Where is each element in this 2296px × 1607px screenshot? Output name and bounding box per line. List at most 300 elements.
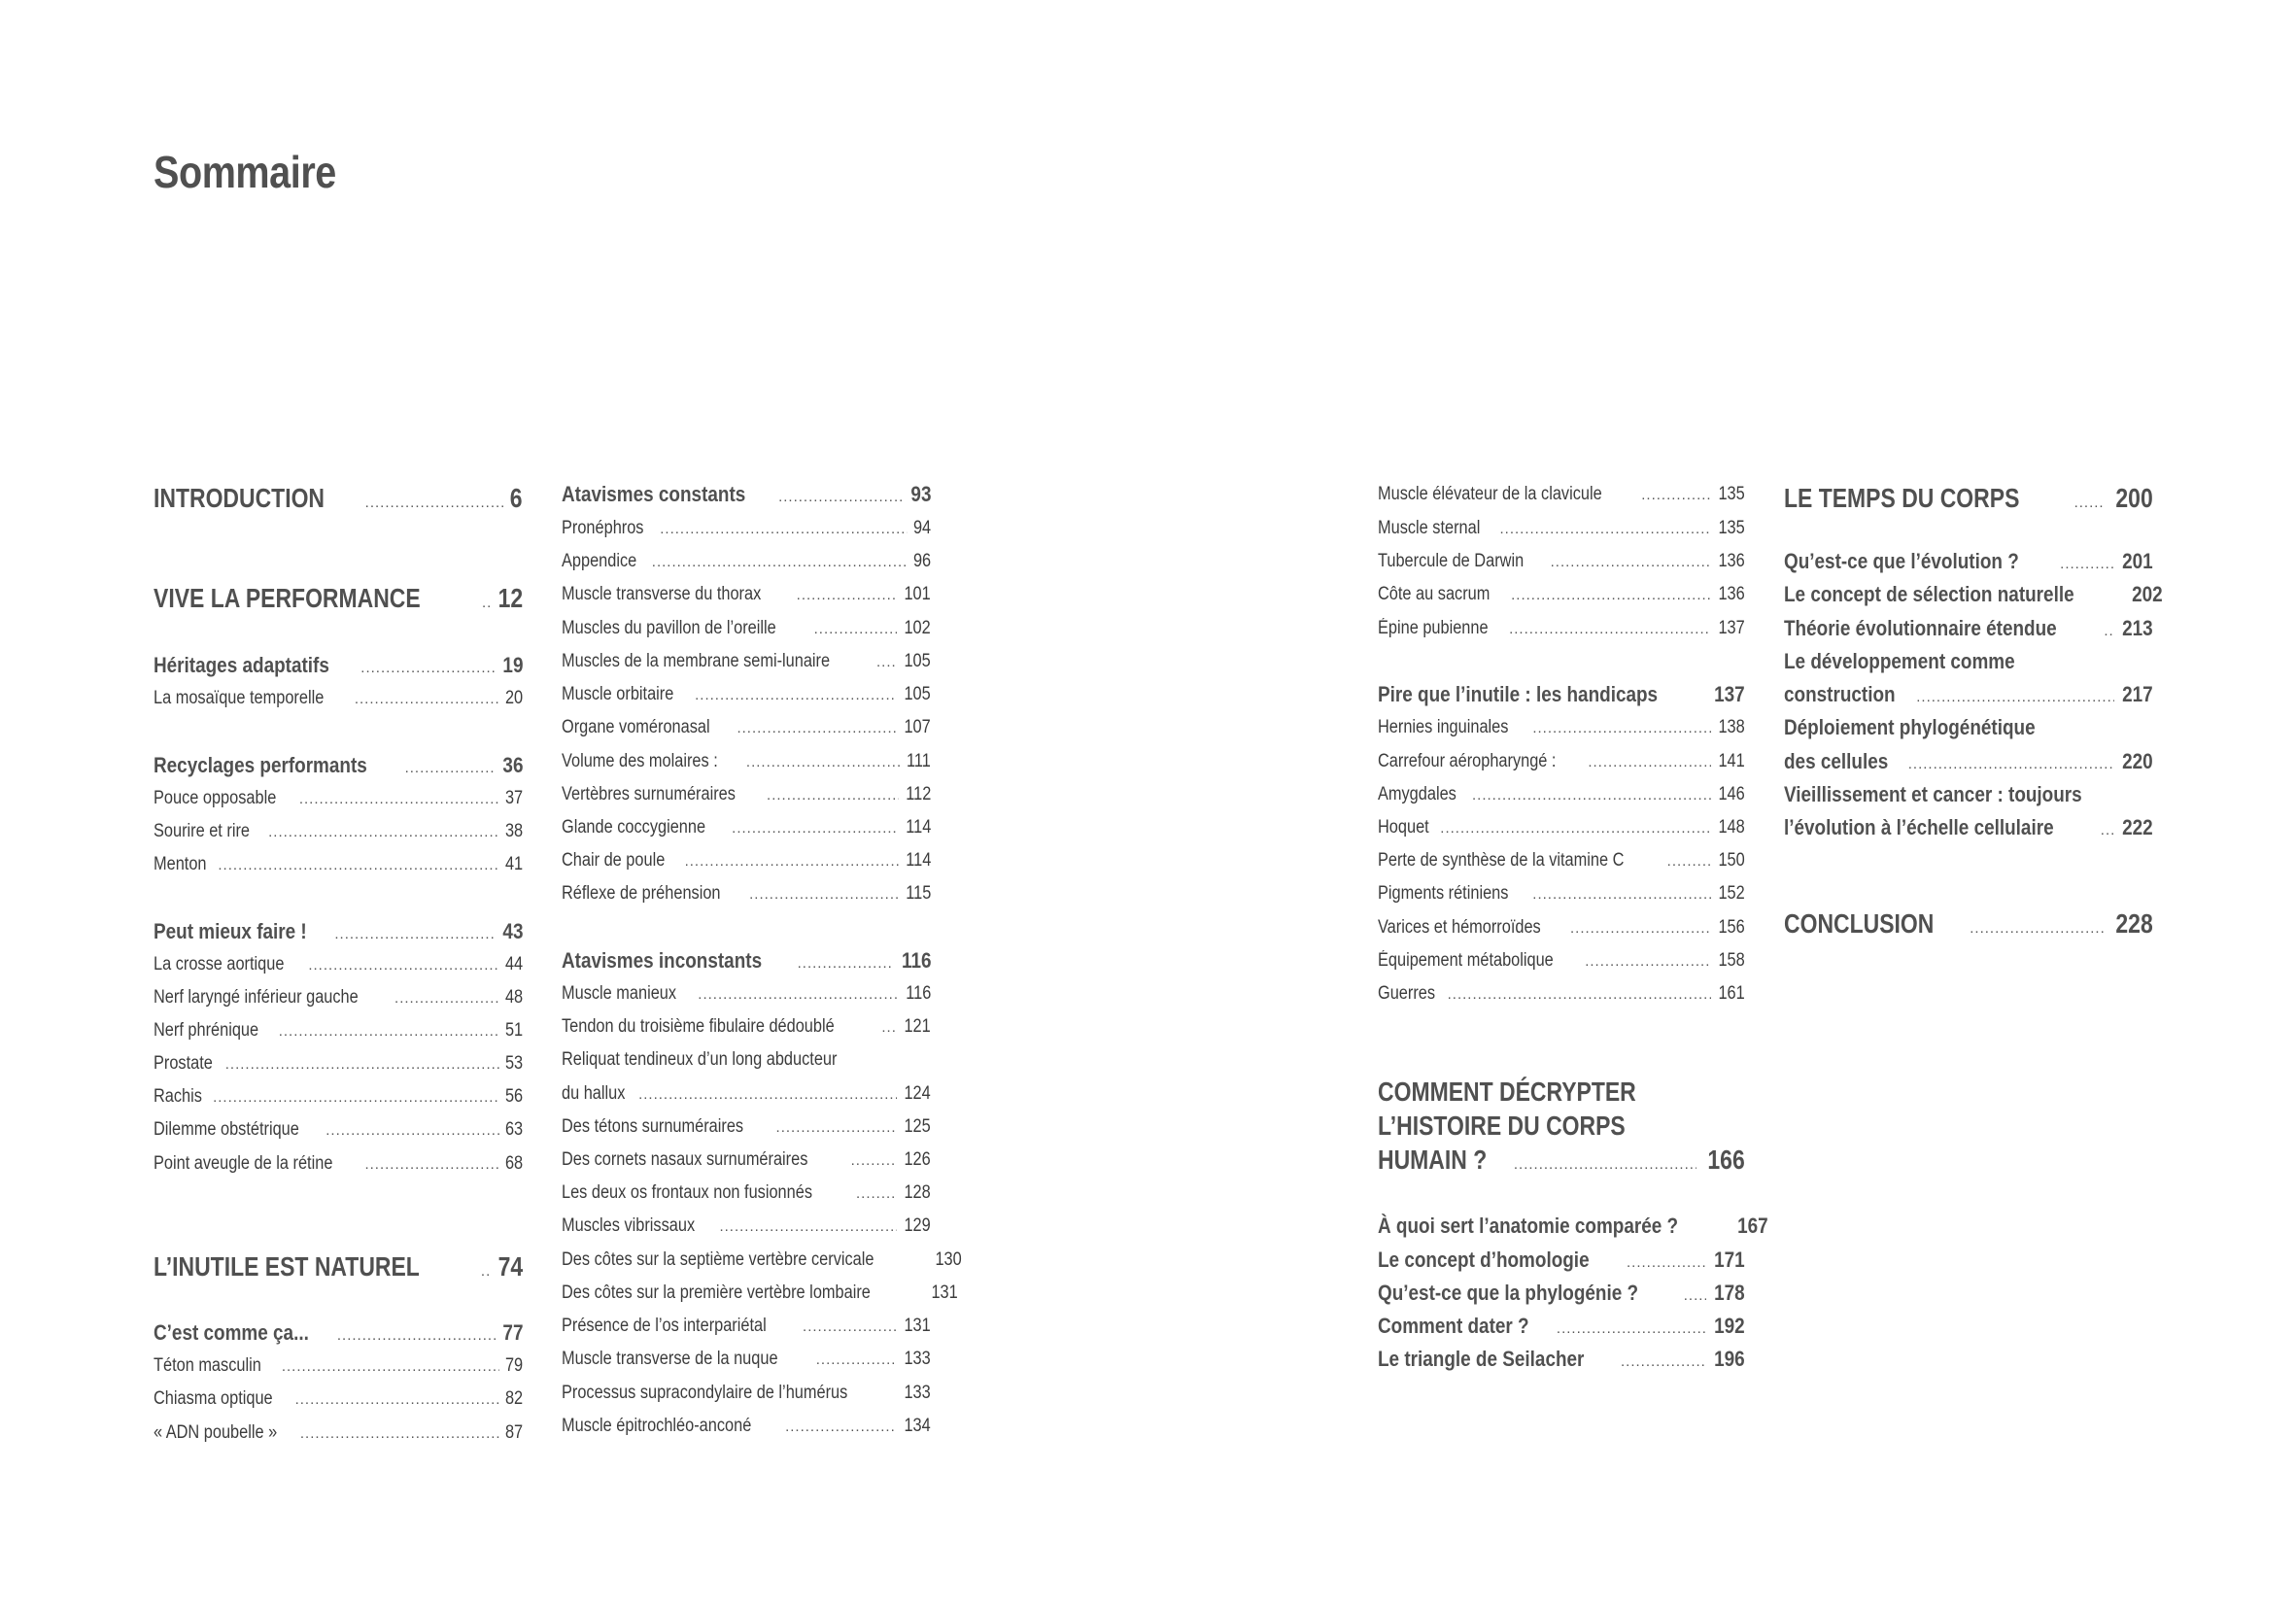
toc-entry: [1784, 750, 2153, 776]
toc-entry-page: 6: [510, 483, 523, 513]
toc-entry: [154, 1354, 523, 1379]
toc-entry-page: 201: [2122, 549, 2153, 573]
toc-entry-title: des cellules: [1784, 749, 1889, 773]
dot-leader: [797, 584, 898, 607]
toc-entry: [154, 754, 523, 780]
dot-leader: [798, 952, 894, 975]
toc-entry: [562, 683, 931, 707]
toc-entry-page: 77: [501, 1320, 523, 1345]
toc-entry-page: 93: [909, 482, 931, 506]
toc-entry-page: 56: [504, 1086, 523, 1107]
toc-entry: [562, 750, 931, 774]
toc-entry-title: Équipement métabolique: [1378, 950, 1554, 971]
toc-entry-title: Des cornets nasaux surnuméraires: [562, 1149, 808, 1170]
toc-entry-title: Atavismes inconstants: [562, 948, 763, 973]
toc-entry-page: 94: [912, 518, 931, 538]
dot-leader: [1916, 686, 2114, 709]
toc-entry-page: 167: [1737, 1214, 1769, 1238]
toc-entry: [154, 1387, 523, 1412]
dot-leader: [814, 618, 898, 641]
toc-entry-page: 114: [905, 850, 931, 871]
toc-entry-title: Organe voméronasal: [562, 717, 710, 737]
toc-entry-page: 63: [504, 1119, 523, 1140]
toc-entry-title: Perte de synthèse de la vitamine C: [1378, 850, 1625, 871]
toc-entry-page: 158: [1718, 950, 1745, 971]
toc-entry-title: Le triangle de Seilacher: [1378, 1347, 1585, 1371]
toc-entry-title: Muscle épitrochléo-anconé: [562, 1416, 752, 1436]
toc-entry-title: L’HISTOIRE DU CORPS: [1378, 1111, 1626, 1141]
toc-entry-page: 138: [1718, 717, 1745, 737]
toc-entry-title: INTRODUCTION: [154, 483, 326, 513]
toc-entry: [1784, 650, 2153, 673]
toc-entry-page: 135: [1718, 484, 1745, 504]
toc-entry: [154, 986, 523, 1010]
dot-leader: [268, 821, 499, 844]
page-title: Sommaire: [154, 147, 336, 197]
toc-entry: [154, 1118, 523, 1143]
toc-entry-page: 20: [504, 688, 523, 708]
toc-entry: [1378, 1214, 1769, 1241]
dot-leader: [737, 717, 897, 740]
toc-entry-page: 41: [504, 854, 523, 874]
toc-entry: [1378, 617, 1745, 641]
dot-leader: [876, 651, 897, 674]
toc-entry-title: Pouce opposable: [154, 788, 277, 808]
toc-entry-title: Tubercule de Darwin: [1378, 551, 1525, 571]
toc-entry-title: Épine pubienne: [1378, 618, 1489, 638]
toc-entry-page: 68: [504, 1153, 523, 1174]
toc-entry-title: Muscle orbitaire: [562, 684, 674, 704]
toc-entry-page: 133: [904, 1349, 931, 1369]
toc-entry-title: Muscles de la membrane semi-lunaire: [562, 651, 831, 671]
toc-entry-title: Muscles vibrissaux: [562, 1215, 696, 1236]
toc-entry-title: Carrefour aéropharyngé :: [1378, 751, 1557, 771]
toc-entry-page: 213: [2122, 616, 2153, 640]
toc-entry: [1378, 916, 1745, 940]
dot-leader: [1684, 1284, 1707, 1308]
toc-entry: [1784, 683, 2153, 709]
toc-entry: [562, 716, 931, 740]
toc-entry-title: C’est comme ça...: [154, 1320, 309, 1345]
toc-entry: [562, 1348, 931, 1372]
toc-entry: [562, 650, 931, 674]
toc-entry-page: 87: [504, 1422, 523, 1443]
dot-leader: [2060, 553, 2114, 576]
toc-entry-page: 126: [904, 1149, 931, 1170]
toc-entry-page: 12: [497, 583, 523, 613]
toc-entry-title: CONCLUSION: [1784, 908, 1935, 939]
dot-leader: [279, 1020, 499, 1043]
toc-entry-title: La crosse aortique: [154, 954, 285, 974]
toc-entry: [1378, 550, 1745, 574]
toc-entry-page: 200: [2115, 483, 2153, 513]
dot-leader: [1641, 484, 1711, 507]
toc-entry-page: 105: [904, 651, 931, 671]
toc-entry: [1378, 750, 1745, 774]
toc-entry: [562, 517, 931, 541]
toc-entry: [562, 982, 931, 1007]
toc-entry-title: Muscle sternal: [1378, 518, 1481, 538]
toc-entry-title: LE TEMPS DU CORPS: [1784, 483, 2020, 513]
toc-entry-title: Hoquet: [1378, 817, 1429, 838]
dot-leader: [1532, 883, 1711, 906]
toc-entry: [1378, 949, 1745, 974]
dot-leader: [1472, 784, 1711, 807]
toc-entry: [562, 617, 931, 641]
toc-entry: [154, 1085, 523, 1110]
toc-entry-page: 115: [905, 883, 931, 904]
toc-entry: [562, 1115, 931, 1140]
toc-entry-title: Déploiement phylogénétique: [1784, 715, 2036, 739]
toc-entry-title: Volume des molaires :: [562, 751, 718, 771]
toc-entry-title: Côte au sacrum: [1378, 584, 1491, 604]
toc-entry: [562, 550, 931, 574]
dot-leader: [218, 854, 498, 877]
dot-leader: [360, 657, 496, 680]
toc-entry: [562, 1181, 931, 1206]
toc-entry-title: Le concept d’homologie: [1378, 1248, 1590, 1272]
dot-leader: [1551, 551, 1712, 574]
toc-entry-title: Tendon du troisième fibulaire dédoublé: [562, 1016, 835, 1037]
toc-entry-title: Muscles du pavillon de l’oreille: [562, 618, 776, 638]
dot-leader: [300, 1422, 499, 1446]
toc-entry-title: construction: [1784, 682, 1896, 706]
toc-entry-title: Varices et hémorroïdes: [1378, 917, 1541, 938]
dot-leader: [1570, 917, 1711, 940]
toc-entry: [1378, 583, 1745, 607]
toc-entry: [154, 920, 523, 946]
toc-entry: [1784, 716, 2153, 739]
toc-entry-page: 19: [501, 653, 523, 677]
toc-entry-title: Vieillissement et cancer : toujours: [1784, 782, 2082, 806]
toc-entry: [1784, 783, 2153, 806]
toc-entry-page: 222: [2122, 815, 2153, 839]
toc-entry-page: 161: [1718, 983, 1745, 1004]
toc-entry-page: 129: [904, 1215, 931, 1236]
dot-leader: [1511, 584, 1711, 607]
toc-entry-title: Qu’est-ce que l’évolution ?: [1784, 549, 2019, 573]
toc-entry-page: 137: [1714, 682, 1745, 706]
dot-leader: [856, 1182, 897, 1206]
toc-entry-title: « ADN poubelle »: [154, 1422, 278, 1443]
toc-entry: [154, 687, 523, 711]
dot-leader: [719, 1215, 897, 1239]
toc-entry: [562, 949, 931, 975]
toc-entry-page: 128: [904, 1182, 931, 1203]
toc-entry: [1378, 1348, 1745, 1374]
toc-entry-page: 96: [912, 551, 931, 571]
toc-entry: [562, 849, 931, 873]
toc-entry: [154, 787, 523, 811]
toc-entry-page: 37: [504, 788, 523, 808]
toc-entry-page: 217: [2122, 682, 2153, 706]
toc-entry: [562, 1282, 958, 1306]
toc-entry-title: Muscle transverse du thorax: [562, 584, 762, 604]
toc-entry-title: Nerf laryngé inférieur gauche: [154, 987, 359, 1008]
dot-leader: [355, 688, 499, 711]
toc-entry: [1784, 582, 2163, 609]
dot-leader: [778, 486, 904, 509]
toc-entry-page: 101: [904, 584, 931, 604]
dot-leader: [1448, 983, 1712, 1007]
toc-entry-title: À quoi sert l’anatomie comparée ?: [1378, 1214, 1679, 1238]
dot-leader: [746, 751, 900, 774]
toc-entry-title: Vertèbres surnuméraires: [562, 784, 736, 804]
dot-leader: [213, 1086, 499, 1110]
dot-leader: [1532, 717, 1711, 740]
toc-entry-title: Recyclages performants: [154, 753, 367, 777]
toc-entry-title: Glande coccygienne: [562, 817, 706, 838]
toc-entry: [562, 1148, 931, 1173]
toc-entry-page: 137: [1718, 618, 1745, 638]
dot-leader: [881, 1016, 897, 1040]
toc-entry-page: 74: [497, 1251, 523, 1282]
toc-entry: [1378, 1315, 1745, 1341]
toc-entry-title: Rachis: [154, 1086, 202, 1107]
dot-leader: [225, 1053, 499, 1077]
toc-entry: [562, 583, 931, 607]
toc-entry: [154, 1019, 523, 1043]
toc-entry: [1378, 1248, 1745, 1275]
toc-entry: [1378, 1282, 1745, 1308]
toc-entry: [1378, 517, 1745, 541]
dot-leader: [299, 788, 499, 811]
toc-entry-page: 178: [1714, 1281, 1745, 1305]
dot-leader: [660, 518, 908, 541]
toc-entry-page: 51: [504, 1020, 523, 1041]
toc-entry-page: 141: [1718, 751, 1745, 771]
toc-entry-title: Amygdales: [1378, 784, 1456, 804]
dot-leader: [695, 684, 897, 707]
dot-leader: [482, 588, 490, 619]
toc-entry-page: 156: [1718, 917, 1745, 938]
toc-entry-title: Pigments rétiniens: [1378, 883, 1509, 904]
toc-entry-title: Sourire et rire: [154, 821, 250, 841]
toc-entry-page: 36: [501, 753, 523, 777]
dot-leader: [1908, 753, 2115, 776]
toc-entry-page: 111: [907, 751, 931, 771]
toc-entry-title: COMMENT DÉCRYPTER: [1378, 1077, 1636, 1107]
toc-entry: [154, 1421, 523, 1446]
toc-entry-title: Pronéphros: [562, 518, 644, 538]
toc-entry-page: 125: [904, 1116, 931, 1137]
toc-entry-page: 146: [1718, 784, 1745, 804]
toc-entry-page: 112: [905, 784, 931, 804]
dot-leader: [767, 784, 899, 807]
toc-entry: [562, 783, 931, 807]
toc-entry: [1784, 816, 2153, 842]
toc-entry: [154, 1052, 523, 1077]
toc-entry-title: Point aveugle de la rétine: [154, 1153, 333, 1174]
toc-entry-page: 116: [901, 948, 931, 973]
dot-leader: [308, 954, 499, 977]
toc-entry: [1378, 1145, 1745, 1180]
toc-entry-page: 79: [504, 1355, 523, 1376]
toc-entry: [1378, 982, 1745, 1007]
dot-leader: [1509, 618, 1711, 641]
toc-entry-title: Comment dater ?: [1378, 1314, 1529, 1338]
toc-entry: [562, 882, 931, 906]
dot-leader: [1514, 1149, 1696, 1180]
toc-entry-title: Appendice: [562, 551, 637, 571]
toc-entry-title: Le développement comme: [1784, 649, 2015, 673]
dot-leader: [2104, 620, 2114, 643]
toc-entry-page: 43: [501, 919, 523, 943]
toc-entry-title: l’évolution à l’échelle cellulaire: [1784, 815, 2054, 839]
dot-leader: [1500, 518, 1712, 541]
dot-leader: [816, 1349, 898, 1372]
toc-entry-title: Les deux os frontaux non fusionnés: [562, 1182, 812, 1203]
toc-entry-page: 107: [904, 717, 931, 737]
dot-leader: [1585, 950, 1711, 974]
dot-leader: [282, 1355, 499, 1379]
toc-entry-page: 53: [504, 1053, 523, 1074]
toc-entry-page: 171: [1714, 1248, 1745, 1272]
toc-entry-page: 114: [905, 817, 931, 838]
dot-leader: [1588, 751, 1711, 774]
toc-entry-page: 133: [904, 1383, 931, 1403]
dot-leader: [685, 850, 899, 873]
toc-entry-page: 124: [904, 1083, 931, 1104]
toc-entry: [154, 583, 523, 619]
toc-entry-title: Muscle manieux: [562, 983, 677, 1004]
toc-entry: [562, 1315, 931, 1339]
toc-entry-page: 220: [2122, 749, 2153, 773]
toc-entry: [1378, 483, 1745, 507]
dot-leader: [785, 1416, 897, 1439]
toc-entry-page: 192: [1714, 1314, 1745, 1338]
toc-entry: [562, 1082, 931, 1107]
toc-entry-title: Le concept de sélection naturelle: [1784, 582, 2074, 606]
toc-entry-page: 136: [1718, 584, 1745, 604]
toc-entry: [562, 483, 931, 509]
dot-leader: [405, 757, 497, 780]
toc-entry-page: 38: [504, 821, 523, 841]
toc-entry: [1784, 617, 2153, 643]
dot-leader: [698, 983, 898, 1007]
toc-entry-title: Théorie évolutionnaire étendue: [1784, 616, 2057, 640]
dot-leader: [1667, 850, 1712, 873]
toc-entry: [1784, 483, 2153, 519]
toc-entry: [154, 953, 523, 977]
toc-entry: [1378, 882, 1745, 906]
dot-leader: [1621, 1351, 1706, 1374]
dot-leader: [295, 1388, 499, 1412]
toc-entry: [562, 1214, 931, 1239]
toc-entry: [562, 1015, 931, 1040]
dot-leader: [803, 1316, 897, 1339]
toc-entry-page: 150: [1718, 850, 1745, 871]
toc-entry: [154, 1321, 523, 1348]
toc-entry-page: 44: [504, 954, 523, 974]
dot-leader: [1970, 913, 2105, 944]
toc-entry: [1784, 908, 2153, 944]
toc-entry-title: Reliquat tendineux d’un long abducteur: [562, 1049, 838, 1070]
toc-entry: [1378, 849, 1745, 873]
toc-entry: [1378, 783, 1745, 807]
toc-entry: [1378, 683, 1745, 709]
dot-leader: [334, 923, 496, 946]
dot-leader: [732, 817, 899, 840]
toc-entry: [154, 1152, 523, 1177]
toc-entry-title: Pire que l’inutile : les handicaps: [1378, 682, 1659, 706]
toc-entry-title: VIVE LA PERFORMANCE: [154, 583, 421, 613]
toc-entry-page: 134: [904, 1416, 931, 1436]
toc-entry-page: 135: [1718, 518, 1745, 538]
toc-entry: [562, 1048, 931, 1072]
toc-entry-title: Dilemme obstétrique: [154, 1119, 299, 1140]
toc-entry-title: Nerf phrénique: [154, 1020, 259, 1041]
toc-entry-title: Réflexe de préhension: [562, 883, 721, 904]
toc-entry-page: 105: [904, 684, 931, 704]
toc-entry: [562, 1248, 962, 1273]
toc-entry-title: HUMAIN ?: [1378, 1145, 1488, 1175]
toc-entry-page: 131: [931, 1282, 958, 1303]
toc-entry-title: Peut mieux faire !: [154, 919, 307, 943]
toc-entry-page: 166: [1707, 1145, 1745, 1175]
dot-leader: [326, 1119, 499, 1143]
toc-entry-title: Processus supracondylaire de l’humérus: [562, 1383, 848, 1403]
dot-leader: [1440, 817, 1711, 840]
toc-entry-page: 152: [1718, 883, 1745, 904]
toc-entry-title: Menton: [154, 854, 207, 874]
toc-entry: [154, 1251, 523, 1287]
dot-leader: [652, 551, 908, 574]
toc-entry-title: Chair de poule: [562, 850, 666, 871]
toc-entry-page: 82: [504, 1388, 523, 1409]
dot-leader: [1627, 1251, 1706, 1275]
toc-entry-title: Guerres: [1378, 983, 1436, 1004]
toc-entry-title: Des côtes sur la première vertèbre lombaire: [562, 1282, 871, 1303]
toc-entry: [154, 820, 523, 844]
toc-entry: [154, 654, 523, 680]
toc-entry-title: Téton masculin: [154, 1355, 261, 1376]
toc-entry-title: Des côtes sur la septième vertèbre cervicale: [562, 1249, 874, 1270]
toc-entry-title: Présence de l’os interpariétal: [562, 1316, 767, 1336]
dot-leader: [776, 1116, 898, 1140]
toc-entry-page: 228: [2115, 908, 2153, 939]
dot-leader: [638, 1083, 897, 1107]
toc-entry: [562, 816, 931, 840]
toc-entry-page: 136: [1718, 551, 1745, 571]
dot-leader: [481, 1256, 490, 1287]
toc-entry-title: L’INUTILE EST NATUREL: [154, 1251, 420, 1282]
dot-leader: [1557, 1317, 1706, 1341]
toc-entry: [1378, 1077, 1745, 1108]
toc-entry: [562, 1382, 931, 1406]
toc-entry-title: Chiasma optique: [154, 1388, 273, 1409]
toc-entry-page: 148: [1718, 817, 1745, 838]
toc-entry-title: Muscle élévateur de la clavicule: [1378, 484, 1602, 504]
toc-entry: [1378, 716, 1745, 740]
dot-leader: [394, 987, 499, 1010]
toc-entry-page: 130: [935, 1249, 962, 1270]
toc-entry-page: 116: [905, 983, 931, 1004]
toc-entry-page: 131: [904, 1316, 931, 1336]
toc-entry-title: Des tétons surnuméraires: [562, 1116, 744, 1137]
toc-entry-page: 202: [2132, 582, 2163, 606]
dot-leader: [365, 488, 505, 519]
toc-entry-page: 48: [504, 987, 523, 1008]
dot-leader: [2101, 819, 2114, 842]
dot-leader: [364, 1153, 498, 1177]
toc-entry-title: Muscle transverse de la nuque: [562, 1349, 778, 1369]
toc-entry: [154, 853, 523, 877]
toc-entry-title: Qu’est-ce que la phylogénie ?: [1378, 1281, 1639, 1305]
toc-entry: [1378, 1111, 1745, 1142]
toc-entry-title: Hernies inguinales: [1378, 717, 1509, 737]
toc-entry-title: La mosaïque temporelle: [154, 688, 325, 708]
